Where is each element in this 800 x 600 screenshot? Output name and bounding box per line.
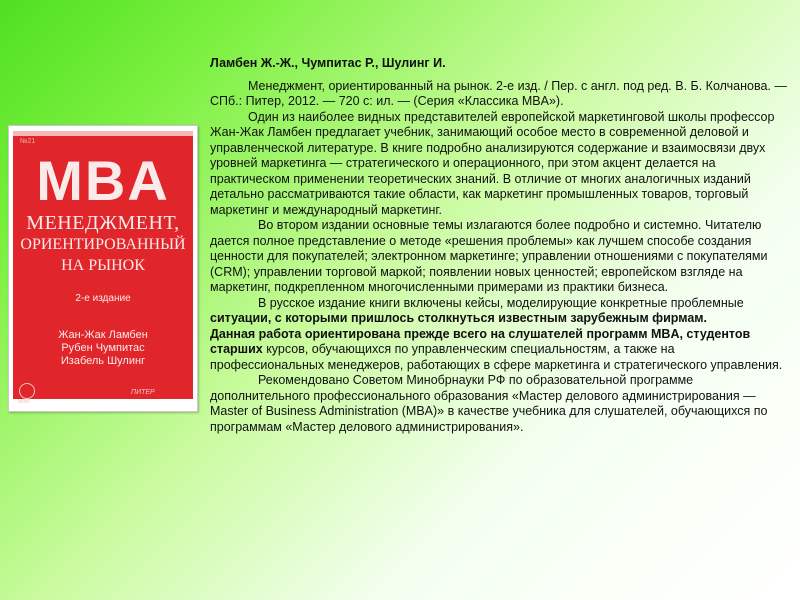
book-description: [210, 56, 790, 435]
authors-heading: Ламбен Ж.-Ж., Чумпитас Р., Шулинг И.: [210, 56, 446, 70]
book-cover: [8, 125, 198, 412]
description-paragraph: Один из наиболее видных представителей европейской маркетинговой школы профессор Жан-Жак Ламбен предлагает учебник, занимающий особое место в современной деловой и управленческой литературе. В книге подробно анализируются содержание и взаимосвязи двух уровней маркетинга — стратегического и операционного, при этом акцент делается на практическом применении теоретических знаний. В отличие от многих аналогичных изданий детально рассматриваются такие области, как маркетинг промышленных товаров, торговый маркетинг и международный маркетинг.: [210, 109, 775, 217]
cover-title: [15, 213, 191, 276]
cover-authors: [13, 329, 193, 368]
cover-top-strip: [13, 131, 193, 136]
cover-title-line2: ОРИЕНТИРОВАННЫЙ: [20, 236, 186, 253]
cover-mark: №21: [20, 138, 36, 145]
publisher-logo: ПИТЕР: [131, 389, 155, 396]
school-logo-text: MIBP: [18, 399, 31, 405]
cover-edition: 2-е издание: [75, 293, 131, 304]
cover-series: MBA: [36, 149, 170, 212]
paragraph-text: курсов, обучающихся по управленческим специальностям, а также на профессиональных менеджеров, работающих в сфере маркетинга и стратегического управления.: [210, 342, 783, 372]
cover-author: Жан-Жак Ламбен: [58, 329, 148, 341]
bibliographic-record: Менеджмент, ориентированный на рынок. 2-е изд. / Пер. с англ. под ред. В. Б. Колчанова. — СПб.: Питер, 2012. — 720 с: ил. — (Серия «Классика MBA»).: [210, 78, 787, 108]
description-paragraph: [210, 296, 790, 327]
recommendation-paragraph: Рекомендовано Советом Минобрнауки РФ по образовательной программе дополнительного профессионального образования «Мастер делового администрирования — Master of Business Administration (MBA)» в качестве учебника для слушателей, обучающихся по программам «Мастер делового администрирования».: [210, 373, 768, 434]
paragraph-text: В русское издание книги включены кейсы, моделирующие конкретные проблемные: [258, 295, 744, 310]
description-paragraph: Во втором издании основные темы излагаются более подробно и системно. Читателю дается полное представление о методе «решения проблемы» как лучшем способе создания ценности для покупателей; электронном маркетинге; управлении отношениями с покупателями (CRM); управлении торговой маркой; появлении новых ценностей; европейском взгляде на маркетинг, подкрепленном многочисленными примерами из практики бизнеса.: [210, 218, 768, 294]
book-cover-face: [13, 131, 193, 405]
cover-title-line3: НА РЫНОК: [61, 257, 145, 274]
description-paragraph: [210, 327, 790, 374]
school-logo-icon: [19, 383, 35, 399]
paragraph-bold-text: ситуации, с которыми пришлось столкнуться известным зарубежным фирмам.: [210, 311, 708, 325]
paragraph-bold-text: Данная работа ориентирована прежде всего на слушателей программ MBA, студентов старших: [210, 326, 751, 356]
cover-title-line1: МЕНЕДЖМЕНТ,: [26, 212, 180, 234]
cover-author: Рубен Чумпитас: [61, 342, 145, 354]
cover-author: Изабель Шулинг: [60, 355, 146, 367]
